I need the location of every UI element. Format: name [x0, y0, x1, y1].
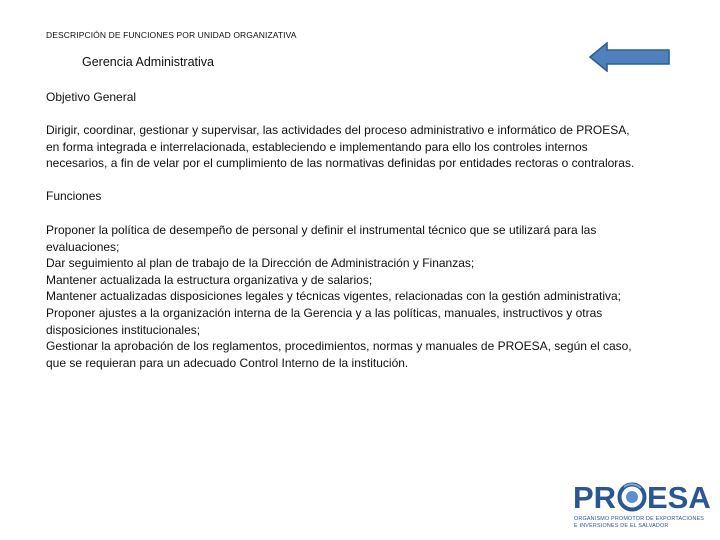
logo-subtitle	[574, 516, 714, 530]
objective-line: en forma integrada e interrelacionada, estableciendo e implementando para ello los controles internos	[46, 139, 588, 154]
objective-text	[46, 122, 686, 172]
functions-list	[46, 222, 686, 371]
function-line: Mantener actualizadas disposiciones legales y técnicas vigentes, relacionadas con la gestión administrativa;	[46, 289, 621, 304]
functions-heading: Funciones	[46, 189, 102, 203]
function-line: evaluaciones;	[46, 239, 120, 254]
objective-line: Dirigir, coordinar, gestionar y supervisar, las actividades del proceso administrativo e informático de PROESA,	[46, 123, 630, 137]
objective-line: necesarios, a fin de velar por el cumplimiento de las normativas definidas por entidades rectoras o contraloras.	[46, 156, 635, 171]
proesa-logo-graphic	[572, 478, 712, 516]
function-line: Proponer la política de desempeño de personal y definir el instrumental técnico que se utilizará para las	[46, 223, 597, 237]
function-line: Dar seguimiento al plan de trabajo de la Dirección de Administración y Finanzas;	[46, 256, 475, 271]
unit-name-title: Gerencia Administrativa	[82, 55, 215, 69]
function-line: disposiciones institucionales;	[46, 322, 201, 337]
function-line: que se requieran para un adecuado Control Interno de la institución.	[46, 355, 409, 370]
svg-text:ESA: ESA	[647, 480, 711, 515]
document-header-title: DESCRIPCIÓN DE FUNCIONES POR UNIDAD ORGANIZATIVA	[46, 30, 297, 40]
function-line: Proponer ajustes a la organización interna de la Gerencia y a las políticas, manuales, instructivos y otras	[46, 305, 603, 320]
logo-subtitle-line: E INVERSIONES DE EL SALVADOR	[574, 523, 669, 529]
svg-text:PR: PR	[573, 480, 617, 515]
left-arrow-icon[interactable]	[589, 42, 671, 72]
objective-heading: Objetivo General	[46, 90, 137, 104]
logo-subtitle-line: ORGANISMO PROMOTOR DE EXPORTACIONES	[574, 516, 705, 522]
proesa-logo	[572, 478, 712, 536]
function-line: Mantener actualizada la estructura organizativa y de salarios;	[46, 272, 373, 287]
function-line: Gestionar la aprobación de los reglamentos, procedimientos, normas y manuales de PROESA, según el caso,	[46, 339, 632, 354]
